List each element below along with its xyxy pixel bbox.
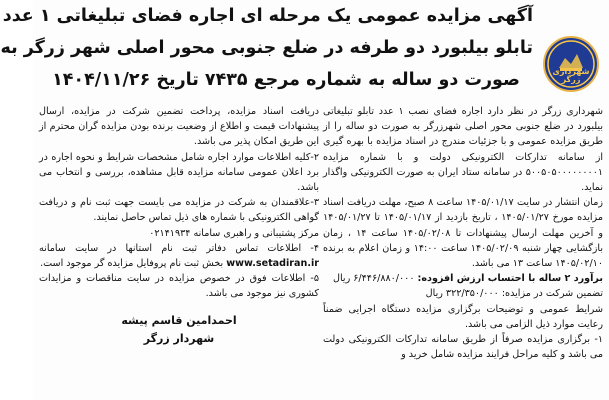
rule-1: ۱- برگزاری مزایده صرفاً از طریق سامانه تدارکات الکترونیکی دولت می باشد و کلیه مراحل فرایند مزایده شامل خرید و xyxy=(323,334,603,361)
signature-block xyxy=(39,312,319,348)
rule-4 xyxy=(39,241,319,271)
estimate-value: ۶/۴۴۶/۸۸۰/۰۰۰ ریال xyxy=(333,273,418,285)
title-line-1: آگهی مزایده عمومی یک مرحله ای اجاره فضای تبلیغاتی ۱ عدد xyxy=(2,6,533,26)
support-center-line: مرکز پشتیبانی و راهبری سامانه ۰۲۱۴۱۹۳۴ xyxy=(149,227,319,239)
rule-4-text-before: ۴- اطلاعات تماس دفاتر ثبت نام استانها در سایت سامانه xyxy=(39,242,319,254)
conditions-paragraph: شرایط عمومی و توضیحات برگزاری مزایده دستگاه اجرایی ضمناً رعایت موارد ذیل الزامی می باشد. xyxy=(323,303,603,330)
rule-5: ۵- اطلاعات فوق در خصوص مزایده در سایت مناقصات و مزایدات کشوری نیز موجود می باشد. xyxy=(39,273,319,300)
logo-text: شهرداری زرگر xyxy=(552,67,590,84)
schedule-paragraph: زمان انتشار در سایت ۱۴۰۵/۰۱/۱۷ ساعت ۸ صبح، مهلت دریافت اسناد مزایده مورخ ۱۴۰۵/۰۱/۲۷ ، تاریخ بازدید از ۱۴۰۵/۰۱/۱۷ تا ۱۴۰۵/۰۱/۲۷ و آخرین مهلت ارسال پیشنهادات تا ۱۴۰۵/۰۲/۰۸ ساعت ۱۴ ، زمان بازگشایی چهار شنبه ۱۴۰۵/۰۲/۰۹ ساعت ۱۴:۰۰ و زمان اعلام به برنده ۱۴۰۵/۰۲/۱۰ ساعت ۱۳ می باشد. xyxy=(323,197,604,270)
rule-4-text-after: بخش ثبت نام پروفایل مزایده گر موجود است. xyxy=(40,258,227,270)
signature-title: شهردار زرگر xyxy=(143,331,215,345)
right-column xyxy=(323,104,603,400)
title-line-2: تابلو بیلبورد دو طرفه در ضلع جنوبی محور اصلی شهر زرگر به xyxy=(0,38,533,58)
rule-2: ۲-کلیه اطلاعات موارد اجاره شامل مشخصات شرایط و نحوه اجاره در برد اعلان عمومی سامانه مزایده قابل مشاهده، بررسی و انتخاب می باشد. xyxy=(39,151,319,194)
notice-header xyxy=(0,0,609,100)
rule-1-continued: دریافت اسناد مزایده، پرداخت تضمین شرکت در مزایده، ارسال پیشنهادات قیمت و اطلاع از وضعیت برنده بودن مزایده گران محترم از این طریق امکان پذیر می باشد. xyxy=(39,106,319,148)
left-column xyxy=(39,104,319,400)
setadiran-link[interactable]: www.setadiran.ir xyxy=(226,258,319,270)
municipality-logo xyxy=(543,36,599,92)
intro-paragraph: شهرداری زرگر در نظر دارد اجاره فضای نصب ۱ عدد تابلو تبلیغاتی بیلبورد در ضلع جنوبی محور اصلی شهرزرگر به صورت دو ساله را از طریق مزایده عمومی و با جزئیات مندرج در اسناد مزایده با بهره گیری از سامانه تدارکات الکترونیکی دولت و با شماره مزایده ۵۰۰۵۰۵۰۰۰۰۰۰۰۰۱ در سامانه ستاد ایران به صورت الکترونیکی واگذار نماید. xyxy=(323,106,603,194)
rule-3: ۳-علاقمندان به شرکت در مزایده می بایست جهت ثبت نام و دریافت گواهی الکترونیکی با شماره های ذیل تماس حاصل نمایند. xyxy=(39,197,319,224)
signature-name: احمدامین قاسم پیشه xyxy=(121,313,237,327)
guarantee-line: تضمین شرکت در مزایده: ۳۲۲/۳۵۰/۰۰۰ ریال xyxy=(425,288,603,300)
estimate-line xyxy=(323,271,603,286)
title-line-3: صورت دو ساله به شماره مرجع ۷۴۳۵ تاریخ ۱۴۰۴/۱۱/۲۶ xyxy=(52,70,520,90)
estimate-label: برآورد ۲ ساله با احتساب ارزش افزوده: xyxy=(417,273,603,285)
